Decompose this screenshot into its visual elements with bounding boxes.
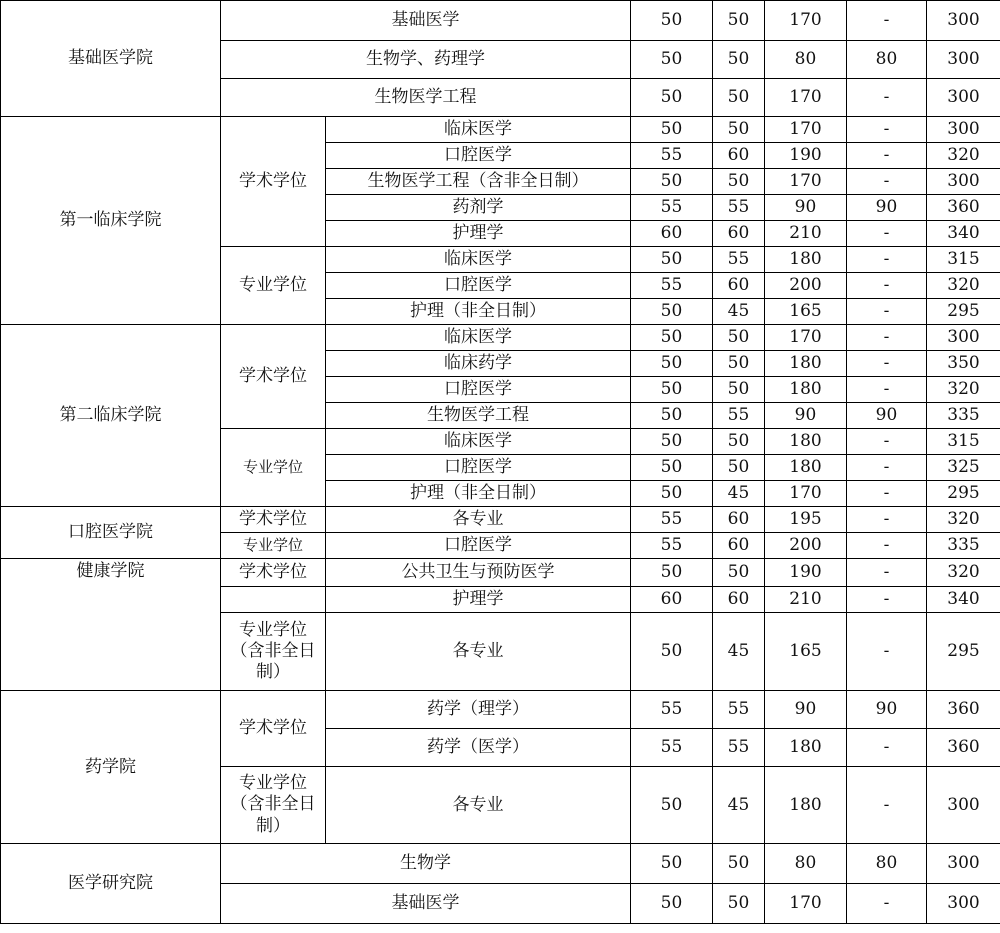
score-cell: 80 — [765, 41, 847, 79]
total-score-cell: 300 — [927, 767, 1000, 844]
total-score-cell: 300 — [927, 844, 1000, 884]
score-cell: 170 — [765, 117, 847, 143]
score-cell: 50 — [713, 1, 765, 41]
total-score-cell: 300 — [927, 884, 1000, 924]
score-cell: 55 — [631, 533, 713, 559]
score-cell: 60 — [713, 587, 765, 613]
score-cell: 170 — [765, 325, 847, 351]
score-cell: 50 — [631, 299, 713, 325]
score-cell: - — [847, 79, 927, 117]
degree-type-cell: 学术学位 — [221, 691, 326, 767]
major-cell: 公共卫生与预防医学 — [326, 559, 631, 587]
score-cell: 210 — [765, 221, 847, 247]
major-cell: 基础医学 — [221, 884, 631, 924]
total-score-cell: 340 — [927, 587, 1000, 613]
score-cell: 50 — [713, 79, 765, 117]
total-score-cell: 320 — [927, 143, 1000, 169]
score-cell: 50 — [713, 455, 765, 481]
score-cell: 50 — [631, 767, 713, 844]
score-cell: 190 — [765, 559, 847, 587]
score-cell: 80 — [847, 41, 927, 79]
total-score-cell: 300 — [927, 1, 1000, 41]
score-cell: 195 — [765, 507, 847, 533]
total-score-cell: 315 — [927, 429, 1000, 455]
table-row — [1, 691, 1000, 729]
total-score-cell: 350 — [927, 351, 1000, 377]
score-cell: 170 — [765, 1, 847, 41]
total-score-cell: 300 — [927, 325, 1000, 351]
score-cell: - — [847, 559, 927, 587]
college-cell: 第一临床学院 — [1, 117, 221, 325]
major-cell: 口腔医学 — [326, 143, 631, 169]
score-cell: 50 — [713, 559, 765, 587]
score-cell: 180 — [765, 351, 847, 377]
college-cell: 医学研究院 — [1, 844, 221, 924]
degree-type-cell: 专业学位 — [221, 429, 326, 507]
score-cell: 90 — [847, 195, 927, 221]
score-cell: 55 — [713, 195, 765, 221]
score-cell: 80 — [847, 844, 927, 884]
degree-type-cell: 专业学位（含非全日制） — [221, 613, 326, 691]
score-cell: - — [847, 325, 927, 351]
major-cell: 基础医学 — [221, 1, 631, 41]
college-cell: 基础医学院 — [1, 1, 221, 117]
degree-type-cell: 专业学位（含非全日制） — [221, 767, 326, 844]
score-cell: 180 — [765, 377, 847, 403]
score-cell: 50 — [713, 41, 765, 79]
score-cell: 170 — [765, 169, 847, 195]
total-score-cell: 295 — [927, 481, 1000, 507]
score-cell: 60 — [631, 221, 713, 247]
table-row — [1, 507, 1000, 533]
score-cell: 200 — [765, 533, 847, 559]
score-cell: 45 — [713, 299, 765, 325]
major-cell: 临床医学 — [326, 117, 631, 143]
major-cell: 生物学、药理学 — [221, 41, 631, 79]
major-cell: 口腔医学 — [326, 533, 631, 559]
score-cell: 50 — [631, 79, 713, 117]
degree-type-cell: 学术学位 — [221, 559, 326, 587]
major-cell: 药学（医学） — [326, 729, 631, 767]
score-cell: 50 — [631, 117, 713, 143]
major-cell: 生物医学工程（含非全日制） — [326, 169, 631, 195]
total-score-cell: 325 — [927, 455, 1000, 481]
score-cell: 90 — [765, 403, 847, 429]
score-cell: - — [847, 1, 927, 41]
major-cell: 临床医学 — [326, 247, 631, 273]
score-cell: 55 — [631, 195, 713, 221]
score-cell: 180 — [765, 767, 847, 844]
score-cell: - — [847, 351, 927, 377]
score-cell: 180 — [765, 247, 847, 273]
total-score-cell: 295 — [927, 613, 1000, 691]
score-cell: 45 — [713, 767, 765, 844]
score-cell: - — [847, 429, 927, 455]
score-cell: 180 — [765, 429, 847, 455]
total-score-cell: 320 — [927, 377, 1000, 403]
major-cell: 药剂学 — [326, 195, 631, 221]
score-cell: 60 — [713, 507, 765, 533]
major-cell: 各专业 — [326, 613, 631, 691]
degree-type-cell: 学术学位 — [221, 117, 326, 247]
score-cell: 50 — [631, 481, 713, 507]
table-row — [1, 325, 1000, 351]
score-cell: - — [847, 221, 927, 247]
score-cell: 50 — [713, 844, 765, 884]
score-cell: 50 — [631, 1, 713, 41]
score-cell: 200 — [765, 273, 847, 299]
score-cell: 210 — [765, 587, 847, 613]
score-cell: 60 — [713, 533, 765, 559]
score-cell: 50 — [631, 247, 713, 273]
score-cell: 50 — [631, 325, 713, 351]
total-score-cell: 360 — [927, 729, 1000, 767]
major-cell: 护理（非全日制） — [326, 481, 631, 507]
score-cell: 90 — [765, 691, 847, 729]
score-cell: 165 — [765, 613, 847, 691]
college-cell: 第二临床学院 — [1, 325, 221, 507]
table-row — [1, 1, 1000, 41]
score-cell: - — [847, 767, 927, 844]
major-cell: 临床药学 — [326, 351, 631, 377]
score-cell: - — [847, 377, 927, 403]
table-row — [1, 844, 1000, 884]
score-cell: 45 — [713, 481, 765, 507]
score-cell: - — [847, 273, 927, 299]
score-cell: 55 — [713, 691, 765, 729]
score-cell: 50 — [713, 351, 765, 377]
major-cell: 口腔医学 — [326, 377, 631, 403]
score-cell: - — [847, 299, 927, 325]
major-cell: 临床医学 — [326, 325, 631, 351]
score-cell: 60 — [713, 273, 765, 299]
score-cell: - — [847, 507, 927, 533]
degree-type-cell: 专业学位 — [221, 533, 326, 559]
score-cell: 50 — [631, 613, 713, 691]
score-cell: 50 — [713, 884, 765, 924]
score-cell: 190 — [765, 143, 847, 169]
score-cell: 50 — [631, 884, 713, 924]
score-cell: - — [847, 884, 927, 924]
table-row — [1, 559, 1000, 587]
major-cell: 临床医学 — [326, 429, 631, 455]
score-cell: 50 — [713, 325, 765, 351]
score-cell: 50 — [713, 429, 765, 455]
score-cell: 170 — [765, 481, 847, 507]
score-cell: 170 — [765, 79, 847, 117]
score-cell: 50 — [631, 559, 713, 587]
major-cell: 生物医学工程 — [221, 79, 631, 117]
score-cell: 50 — [631, 351, 713, 377]
score-cell: 50 — [631, 41, 713, 79]
total-score-cell: 360 — [927, 691, 1000, 729]
total-score-cell: 300 — [927, 79, 1000, 117]
total-score-cell: 295 — [927, 299, 1000, 325]
score-cell: - — [847, 587, 927, 613]
score-cell: - — [847, 247, 927, 273]
score-cell: 50 — [713, 117, 765, 143]
score-cell: 165 — [765, 299, 847, 325]
score-cell: - — [847, 481, 927, 507]
major-cell: 各专业 — [326, 767, 631, 844]
score-cell: 50 — [631, 377, 713, 403]
score-cell: 180 — [765, 455, 847, 481]
score-cell: 90 — [765, 195, 847, 221]
score-cell: - — [847, 455, 927, 481]
score-cell: 50 — [631, 169, 713, 195]
score-cell: - — [847, 533, 927, 559]
total-score-cell: 320 — [927, 273, 1000, 299]
total-score-cell: 340 — [927, 221, 1000, 247]
score-cell: 55 — [631, 691, 713, 729]
score-cell: 90 — [847, 403, 927, 429]
score-cell: 50 — [713, 169, 765, 195]
major-cell: 口腔医学 — [326, 455, 631, 481]
score-cell: 50 — [631, 429, 713, 455]
score-cell: 50 — [631, 844, 713, 884]
score-cell: 170 — [765, 884, 847, 924]
degree-type-cell: 专业学位 — [221, 247, 326, 325]
total-score-cell: 320 — [927, 507, 1000, 533]
score-cell: - — [847, 169, 927, 195]
total-score-cell: 335 — [927, 403, 1000, 429]
score-cell: 60 — [631, 587, 713, 613]
score-cell: - — [847, 729, 927, 767]
major-cell: 各专业 — [326, 507, 631, 533]
college-cell: 口腔医学院 — [1, 507, 221, 559]
major-cell: 护理学 — [326, 587, 631, 613]
score-cell: 60 — [713, 143, 765, 169]
total-score-cell: 300 — [927, 169, 1000, 195]
major-cell: 药学（理学） — [326, 691, 631, 729]
table-row — [1, 117, 1000, 143]
score-cell: 55 — [631, 729, 713, 767]
score-cell: 55 — [631, 273, 713, 299]
score-cell: 50 — [631, 403, 713, 429]
major-cell: 护理学 — [326, 221, 631, 247]
major-cell: 口腔医学 — [326, 273, 631, 299]
total-score-cell: 300 — [927, 117, 1000, 143]
score-cell: 55 — [631, 507, 713, 533]
college-cell: 药学院 — [1, 691, 221, 844]
degree-type-cell — [221, 587, 326, 613]
score-cell: 180 — [765, 729, 847, 767]
score-cell: - — [847, 143, 927, 169]
score-cell: 55 — [713, 729, 765, 767]
degree-type-cell: 学术学位 — [221, 325, 326, 429]
major-cell: 护理（非全日制） — [326, 299, 631, 325]
total-score-cell: 360 — [927, 195, 1000, 221]
score-cell: 45 — [713, 613, 765, 691]
major-cell: 生物学 — [221, 844, 631, 884]
total-score-cell: 320 — [927, 559, 1000, 587]
score-cell: 55 — [713, 403, 765, 429]
score-cell: 60 — [713, 221, 765, 247]
score-cell: 55 — [713, 247, 765, 273]
score-cell: 90 — [847, 691, 927, 729]
total-score-cell: 335 — [927, 533, 1000, 559]
major-cell: 生物医学工程 — [326, 403, 631, 429]
score-cell: - — [847, 117, 927, 143]
total-score-cell: 315 — [927, 247, 1000, 273]
score-cell: 50 — [631, 455, 713, 481]
score-cell: 55 — [631, 143, 713, 169]
college-label: 健康学院 — [76, 561, 145, 581]
score-cell: - — [847, 613, 927, 691]
degree-type-cell: 学术学位 — [221, 507, 326, 533]
score-cell: 50 — [713, 377, 765, 403]
score-cell: 80 — [765, 844, 847, 884]
total-score-cell: 300 — [927, 41, 1000, 79]
college-cell — [1, 559, 221, 691]
